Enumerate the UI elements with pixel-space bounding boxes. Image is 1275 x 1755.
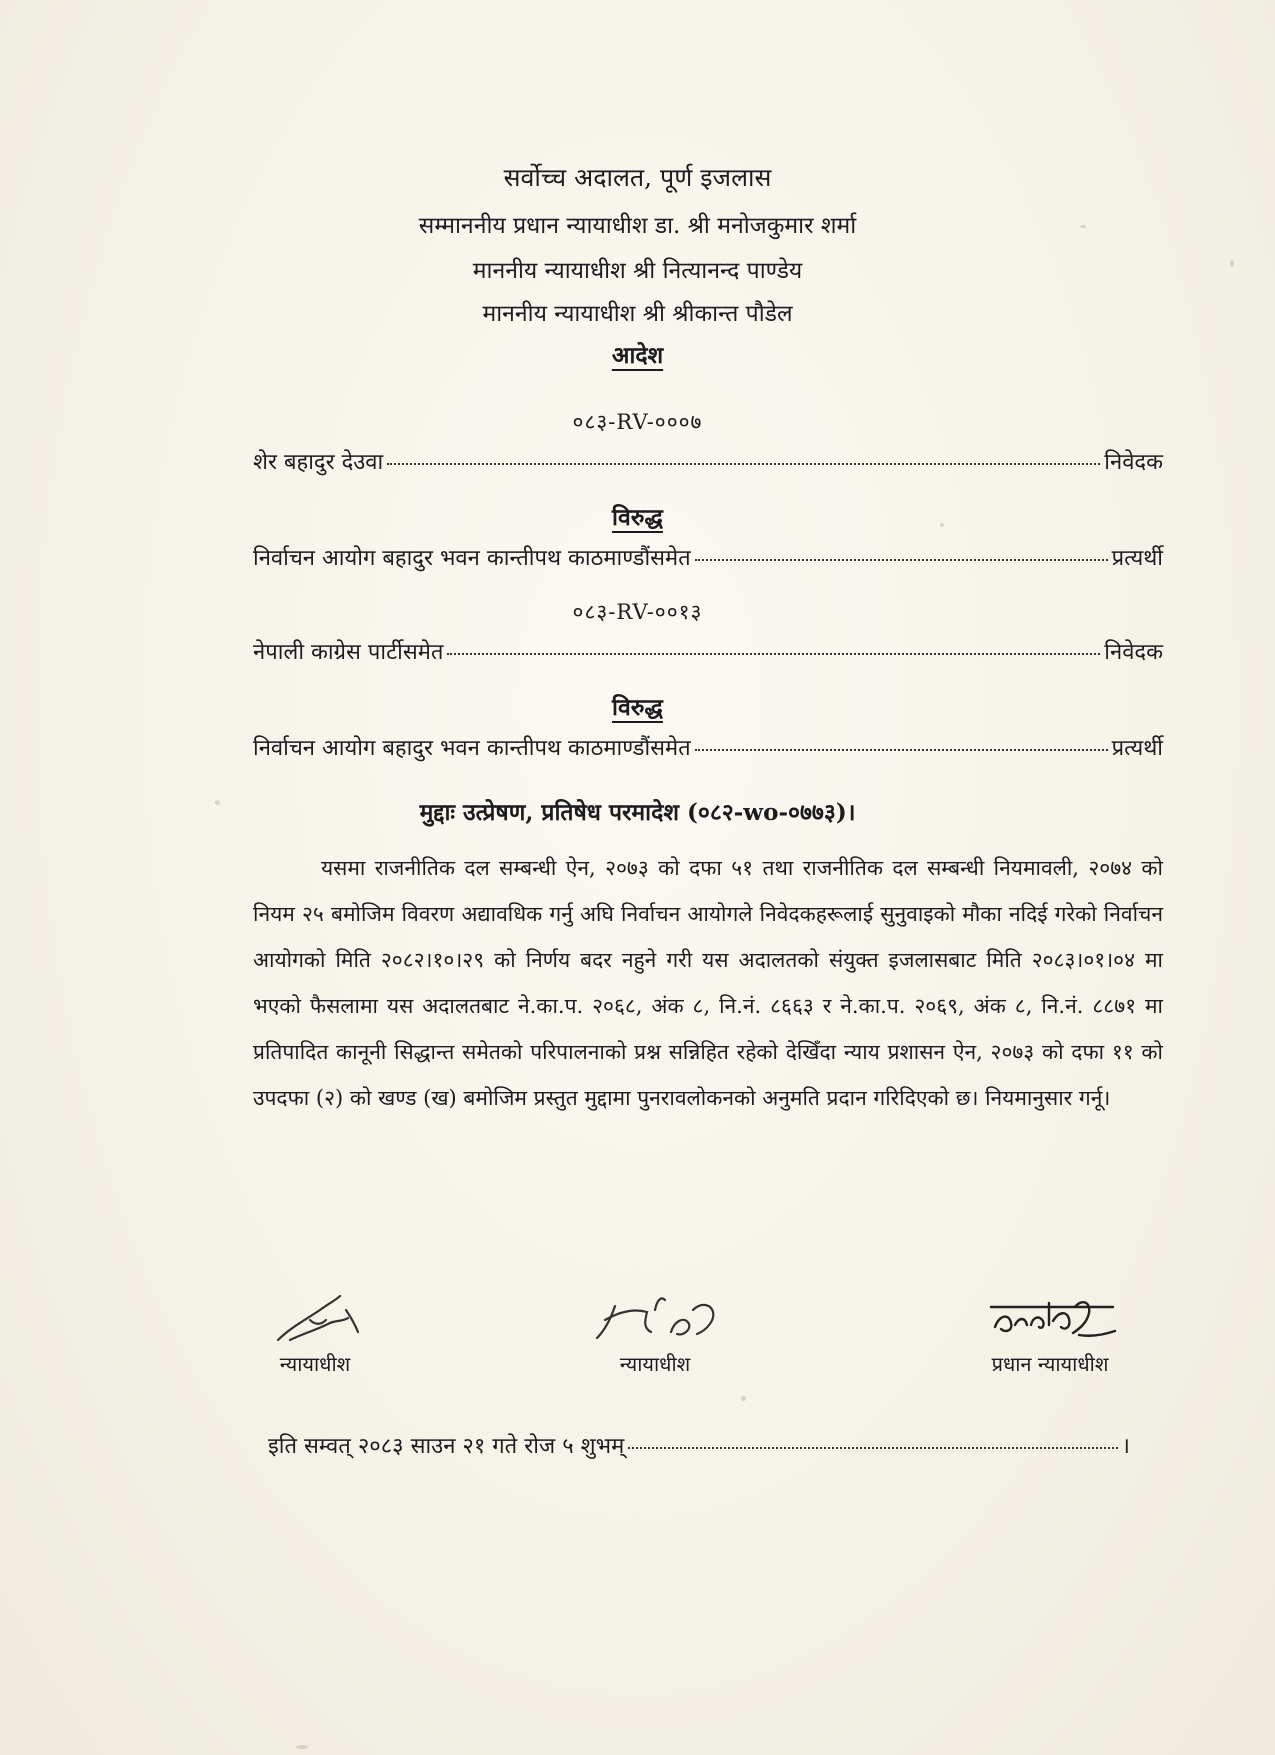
signature-block-judge-1 [235, 1290, 395, 1377]
signature-block-judge-2 [580, 1290, 730, 1377]
dotted-leader [695, 749, 1108, 751]
footer-date-row [268, 1430, 1130, 1460]
dotted-leader [387, 463, 1100, 465]
paper-speck [296, 1745, 308, 1749]
court-name: सर्वोच्च अदालत, पूर्ण इजलास [503, 163, 772, 192]
case-number: ०८३-RV-००१३ [572, 600, 703, 624]
signature-1 [250, 1290, 380, 1350]
justice-line-2: माननीय न्यायाधीश श्री श्रीकान्त पौडेल [482, 301, 793, 327]
petitioner-role: निवेदक [1104, 640, 1163, 665]
signature-2 [585, 1290, 725, 1350]
paper-speck [741, 1396, 746, 1401]
respondent-name: निर्वाचन आयोग बहादुर भवन कान्तीपथ काठमाण्डौंसमेत [253, 736, 691, 761]
dotted-leader [628, 1447, 1117, 1449]
dotted-leader [695, 559, 1108, 561]
respondent-row [253, 542, 1163, 572]
respondent-role: प्रत्यर्थी [1111, 546, 1163, 571]
dotted-leader [447, 653, 1100, 655]
petitioner-name: शेर बहादुर देउवा [253, 450, 384, 475]
signature-label: प्रधान न्यायाधीश [991, 1352, 1109, 1376]
versus-label: विरुद्ध [612, 504, 663, 531]
versus-label: विरुद्ध [612, 694, 663, 721]
respondent-row [253, 732, 1163, 762]
signature-label: न्यायाधीश [619, 1352, 691, 1376]
chief-justice-line: सम्माननीय प्रधान न्यायाधीश डा. श्री मनोजकुमार शर्मा [418, 213, 857, 239]
respondent-name: निर्वाचन आयोग बहादुर भवन कान्तीपथ काठमाण्डौंसमेत [253, 546, 691, 571]
case-subject: मुद्दाः उत्प्रेषण, प्रतिषेध परमादेश (०८२-wo-०७७३)। [419, 799, 856, 826]
petitioner-role: निवेदक [1104, 450, 1163, 475]
order-body: यसमा राजनीतिक दल सम्बन्धी ऐन, २०७३ को दफा ५१ तथा राजनीतिक दल सम्बन्धी नियमावली, २०७४ को नियम २५ बमोजिम विवरण अद्यावधिक गर्नु अघि निर्वाचन आयोगले निवेदकहरूलाई सुनुवाइको मौका नदिई गरेको निर्वाचन आयोगको मिति २०८२।१०।२९ को निर्णय बदर नहुने गरी यस अदालतको संयुक्त इजलासबाट मिति २०८३।०१।०४ मा भएको फैसलामा यस अदालतबाट ने.का.प. २०६८, अंक ८, नि.नं. ८६६३ र ने.का.प. २०६९, अंक ८, नि.नं. ८८७१ मा प्रतिपादित कानूनी सिद्धान्त समेतको परिपालनाको प्रश्न सन्निहित रहेको देखिँदा न्याय प्रशासन ऐन, २०७३ को दफा ११ को उपदफा (२) को खण्ड (ख) बमोजिम प्रस्तुत मुद्दामा पुनरावलोकनको अनुमति प्रदान गरिदिएको छ। नियमानुसार गर्नू। [253, 856, 1163, 1110]
order-title: आदेश [611, 342, 664, 369]
signature-3 [975, 1285, 1125, 1350]
petitioner-name: नेपाली काग्रेस पार्टीसमेत [253, 640, 444, 665]
footer-end-mark: । [1121, 1434, 1130, 1459]
petitioner-row [253, 636, 1163, 666]
justice-line-1: माननीय न्यायाधीश श्री नित्यानन्द पाण्डेय [472, 258, 803, 284]
respondent-role: प्रत्यर्थी [1111, 736, 1163, 761]
signature-block-chief-justice [960, 1285, 1140, 1377]
signature-label: न्यायाधीश [279, 1352, 351, 1376]
petitioner-row [253, 446, 1163, 476]
case-number: ०८३-RV-०००७ [572, 410, 703, 434]
footer-date-text: इति सम्वत् २०८३ साउन २१ गते रोज ५ शुभम् [268, 1434, 625, 1459]
